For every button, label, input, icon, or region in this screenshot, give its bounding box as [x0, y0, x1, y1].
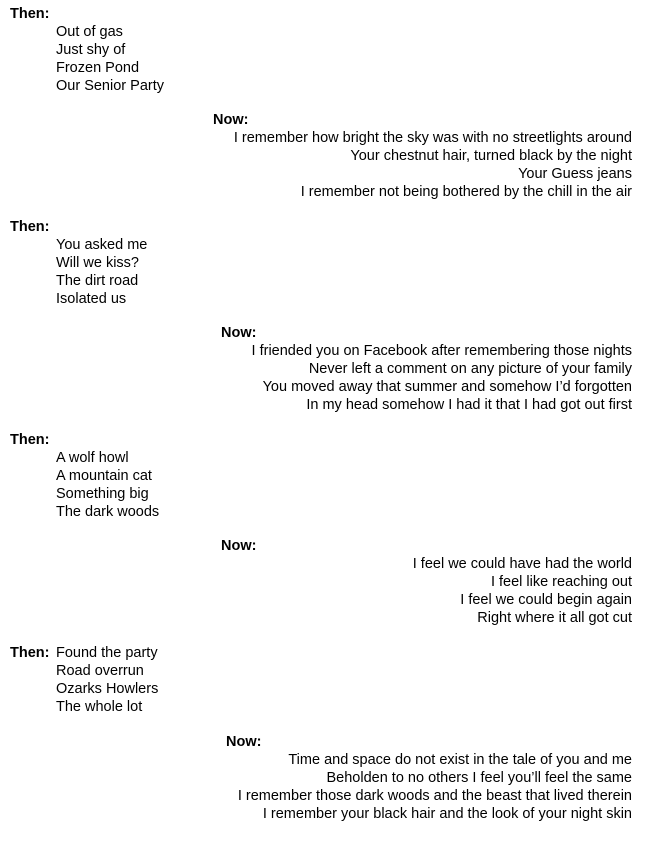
now-line: You moved away that summer and somehow I’d forgotten	[262, 378, 632, 395]
now-line: Never left a comment on any picture of your family	[308, 360, 632, 377]
then-line: Frozen Pond	[56, 59, 140, 76]
then-line: Road overrun	[56, 662, 144, 679]
now-block-1	[213, 112, 632, 202]
now-lines	[221, 325, 632, 415]
now-line: I friended you on Facebook after remembering those nights	[251, 343, 632, 359]
now-line: Beholden to no others I feel you’ll feel the same	[326, 769, 632, 786]
now-block-2	[221, 325, 632, 415]
then-line: Isolated us	[56, 290, 127, 307]
now-lines	[217, 734, 632, 824]
now-line: I remember how bright the sky was with no streetlights around	[233, 130, 632, 146]
now-label: Now:	[213, 112, 249, 128]
now-line: I feel we could begin again	[460, 591, 632, 608]
then-line: The dark woods	[56, 503, 160, 520]
now-line: I remember those dark woods and the beast that lived therein	[237, 787, 632, 804]
now-line: I feel we could have had the world	[412, 556, 632, 572]
now-line: I remember your black hair and the look of your night skin	[262, 805, 632, 822]
now-label: Now:	[226, 734, 262, 750]
then-label: Then:	[10, 6, 50, 22]
now-lines	[213, 112, 632, 202]
then-block-2	[10, 219, 147, 309]
now-block-3	[221, 538, 632, 628]
now-block-4	[217, 734, 632, 824]
then-lines	[56, 645, 158, 717]
now-label: Now:	[221, 325, 257, 341]
then-lines	[56, 237, 147, 309]
now-line: Time and space do not exist in the tale of you and me	[288, 752, 632, 768]
now-line: Your Guess jeans	[518, 165, 632, 182]
then-block-4	[10, 645, 158, 717]
now-line: I feel like reaching out	[490, 573, 632, 590]
now-line: I remember not being bothered by the chill in the air	[300, 183, 632, 200]
now-lines	[221, 538, 632, 628]
then-label: Then:	[10, 219, 50, 235]
then-label: Then:	[10, 432, 50, 448]
now-line: In my head somehow I had it that I had got out first	[306, 396, 632, 413]
then-label: Then:	[10, 645, 50, 661]
then-block-1	[10, 6, 164, 96]
then-line: Just shy of	[56, 41, 126, 58]
now-label: Now:	[221, 538, 257, 554]
then-line: A mountain cat	[56, 467, 152, 484]
then-block-3	[10, 432, 159, 522]
then-line: Will we kiss?	[56, 254, 139, 271]
then-lines	[56, 450, 159, 522]
then-line: The whole lot	[56, 698, 143, 715]
then-line: Our Senior Party	[56, 77, 164, 94]
then-line: A wolf howl	[56, 449, 129, 466]
then-line: The dirt road	[56, 272, 139, 289]
now-line: Right where it all got cut	[477, 609, 632, 626]
now-line: Your chestnut hair, turned black by the night	[350, 147, 632, 164]
then-line: Found the party	[56, 645, 158, 661]
then-lines	[56, 24, 164, 96]
then-line: You asked me	[56, 236, 148, 253]
then-line: Out of gas	[56, 23, 123, 40]
then-line: Ozarks Howlers	[56, 680, 159, 697]
then-line: Something big	[56, 485, 149, 502]
